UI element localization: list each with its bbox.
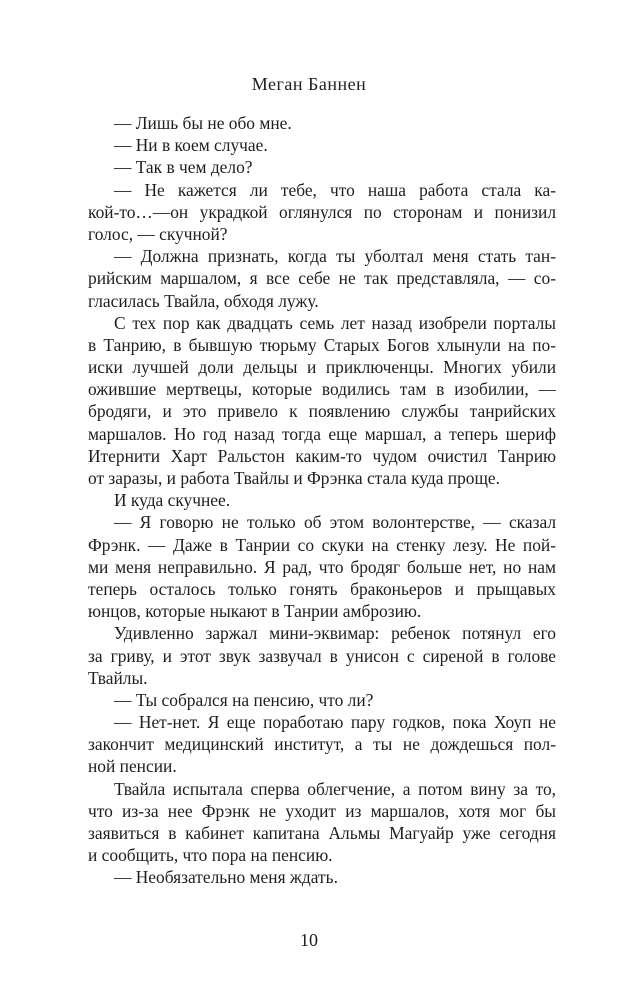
text-line: от заразы, и работа Твайлы и Фрэнка стала куда проще.	[88, 468, 500, 488]
text-line: бродяги, и это привело к появлению службы танрийских	[88, 401, 556, 422]
running-header-author: Меган Баннен	[251, 74, 367, 94]
page-number: 10	[300, 930, 318, 950]
text-line: — Не кажется ли тебе, что наша работа стала ка-	[114, 179, 556, 200]
text-line: маршалов. Но год назад тогда еще маршал, а теперь шериф	[88, 423, 556, 444]
text-line: кой-то…—он украдкой оглянулся по сторонам и понизил	[88, 201, 556, 222]
text-line: ожившие мертвецы, которые водились там в изобилии, —	[88, 379, 556, 400]
text-line: что из-за нее Фрэнк не уходит из маршалов, хотя мог бы	[88, 800, 556, 821]
text-line: И куда скучнее.	[114, 490, 231, 511]
text-line: гласилась Твайла, обходя лужу.	[88, 290, 319, 311]
text-line: закончит медицинский институт, а ты не дождешься пол-	[88, 734, 556, 755]
text-line: теперь осталось только гонять браконьеров и прыщавых	[88, 578, 556, 599]
text-line: в Танрию, в бывшую тюрьму Старых Богов хлынули на по-	[88, 334, 556, 355]
text-line: заявиться в кабинет капитана Альмы Магуайр уже сегодня	[88, 823, 556, 843]
text-line: ной пенсии.	[88, 756, 177, 777]
text-line: Твайлы.	[88, 667, 148, 688]
text-line: — Необязательно меня ждать.	[114, 867, 338, 888]
text-line: Удивленно заржал мини-эквимар: ребенок потянул его	[114, 623, 556, 644]
text-line: — Ни в коем случае.	[114, 135, 268, 156]
text-line: ми меня неправильно. Я рад, что бродяг больше нет, но нам	[88, 556, 556, 577]
text-line: иски лучшей доли дельцы и приключенцы. Многих убили	[88, 357, 556, 378]
text-line: — Я говорю не только об этом волонтерстве, — сказал	[114, 512, 556, 533]
text-line: — Должна признать, когда ты уболтал меня стать тан-	[114, 246, 556, 267]
text-line: рийским маршалом, я все себе не так представляла, — со-	[88, 268, 556, 289]
text-line: Твайла испытала сперва облегчение, а потом вину за то,	[114, 778, 556, 799]
text-line: — Ты собрался на пенсию, что ли?	[114, 689, 374, 710]
text-line: С тех пор как двадцать семь лет назад изобрели порталы	[114, 312, 556, 333]
text-line: голос, — скучной?	[88, 223, 228, 244]
text-line: за гриву, и этот звук зазвучал в унисон с сиреной в голове	[88, 645, 556, 666]
text-line: Итернити Харт Ральстон каким-то чудом очистил Танрию	[88, 445, 556, 466]
body-text	[88, 112, 556, 889]
text-line: Фрэнк. — Даже в Танрии со скуки на стенку лезу. Не пой-	[88, 534, 556, 555]
text-line: юнцов, которые ныкают в Танрии амброзию.	[88, 601, 422, 622]
text-line: — Нет-нет. Я еще поработаю пару годков, пока Хоуп не	[114, 712, 556, 733]
text-line: — Лишь бы не обо мне.	[114, 113, 292, 133]
text-line: и сообщить, что пора на пенсию.	[88, 845, 333, 866]
text-line: — Так в чем дело?	[114, 157, 253, 178]
